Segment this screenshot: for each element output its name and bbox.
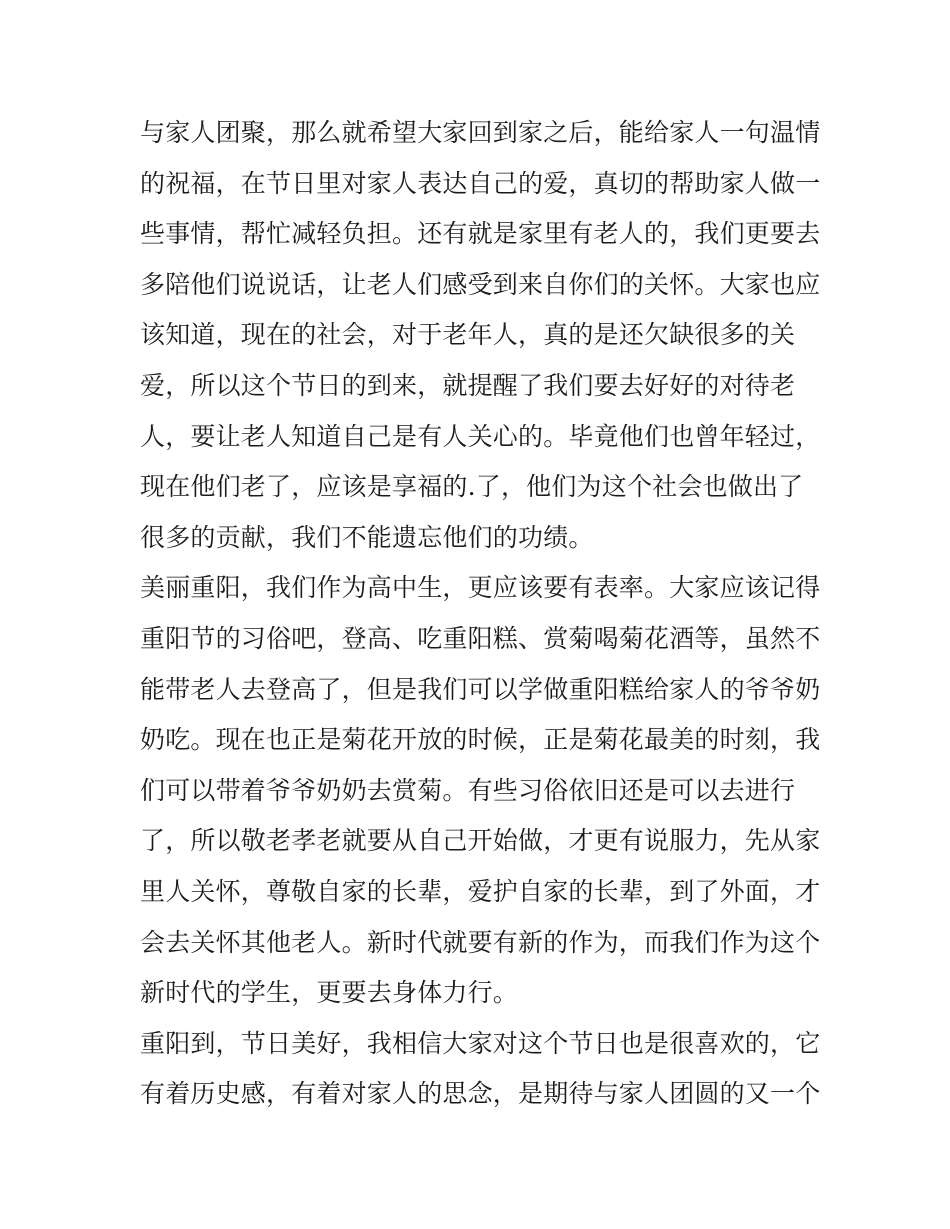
text-line: 里人关怀，尊敬自家的长辈，爱护自家的长辈，到了外面，才 bbox=[140, 876, 821, 906]
text-line: 的祝福，在节日里对家人表达自己的爱，真切的帮助家人做一 bbox=[140, 168, 821, 198]
text-line: 现在他们老了，应该是享福的.了，他们为这个社会也做出了 bbox=[140, 472, 804, 502]
paragraph-2 bbox=[140, 563, 820, 1018]
paragraph-3 bbox=[140, 1019, 820, 1120]
text-line: 与家人团聚，那么就希望大家回到家之后，能给家人一句温情 bbox=[140, 118, 821, 147]
text-line: 多陪他们说说话，让老人们感受到来自你们的关怀。大家也应 bbox=[140, 269, 821, 299]
text-line: 了，所以敬老孝老就要从自己开始做，才更有说服力，先从家 bbox=[140, 826, 821, 856]
text-line: 些事情，帮忙减轻负担。还有就是家里有老人的，我们更要去 bbox=[140, 219, 821, 249]
text-line: 很多的贡献，我们不能遗忘他们的功绩。 bbox=[140, 522, 594, 552]
text-line: 重阳节的习俗吧，登高、吃重阳糕、赏菊喝菊花酒等，虽然不 bbox=[140, 623, 821, 653]
text-line: 人，要让老人知道自己是有人关心的。毕竟他们也曾年轻过， bbox=[140, 421, 821, 451]
text-line: 该知道，现在的社会，对于老年人，真的是还欠缺很多的关 bbox=[140, 320, 796, 350]
paragraph-1 bbox=[140, 108, 820, 563]
text-line: 爱，所以这个节日的到来，就提醒了我们要去好好的对待老 bbox=[140, 370, 796, 400]
text-line: 奶吃。现在也正是菊花开放的时候，正是菊花最美的时刻，我 bbox=[140, 725, 821, 755]
text-line: 有着历史感，有着对家人的思念，是期待与家人团圆的又一个 bbox=[140, 1079, 821, 1109]
text-line: 会去关怀其他老人。新时代就要有新的作为，而我们作为这个 bbox=[140, 927, 821, 957]
document-body bbox=[140, 108, 820, 1120]
text-line: 能带老人去登高了，但是我们可以学做重阳糕给家人的爷爷奶 bbox=[140, 674, 821, 704]
text-line: 们可以带着爷爷奶奶去赏菊。有些习俗依旧还是可以去进行 bbox=[140, 775, 796, 805]
text-line: 新时代的学生，更要去身体力行。 bbox=[140, 978, 519, 1008]
text-line: 重阳到，节日美好，我相信大家对这个节日也是很喜欢的，它 bbox=[140, 1028, 821, 1058]
text-line: 美丽重阳，我们作为高中生，更应该要有表率。大家应该记得 bbox=[140, 573, 821, 603]
